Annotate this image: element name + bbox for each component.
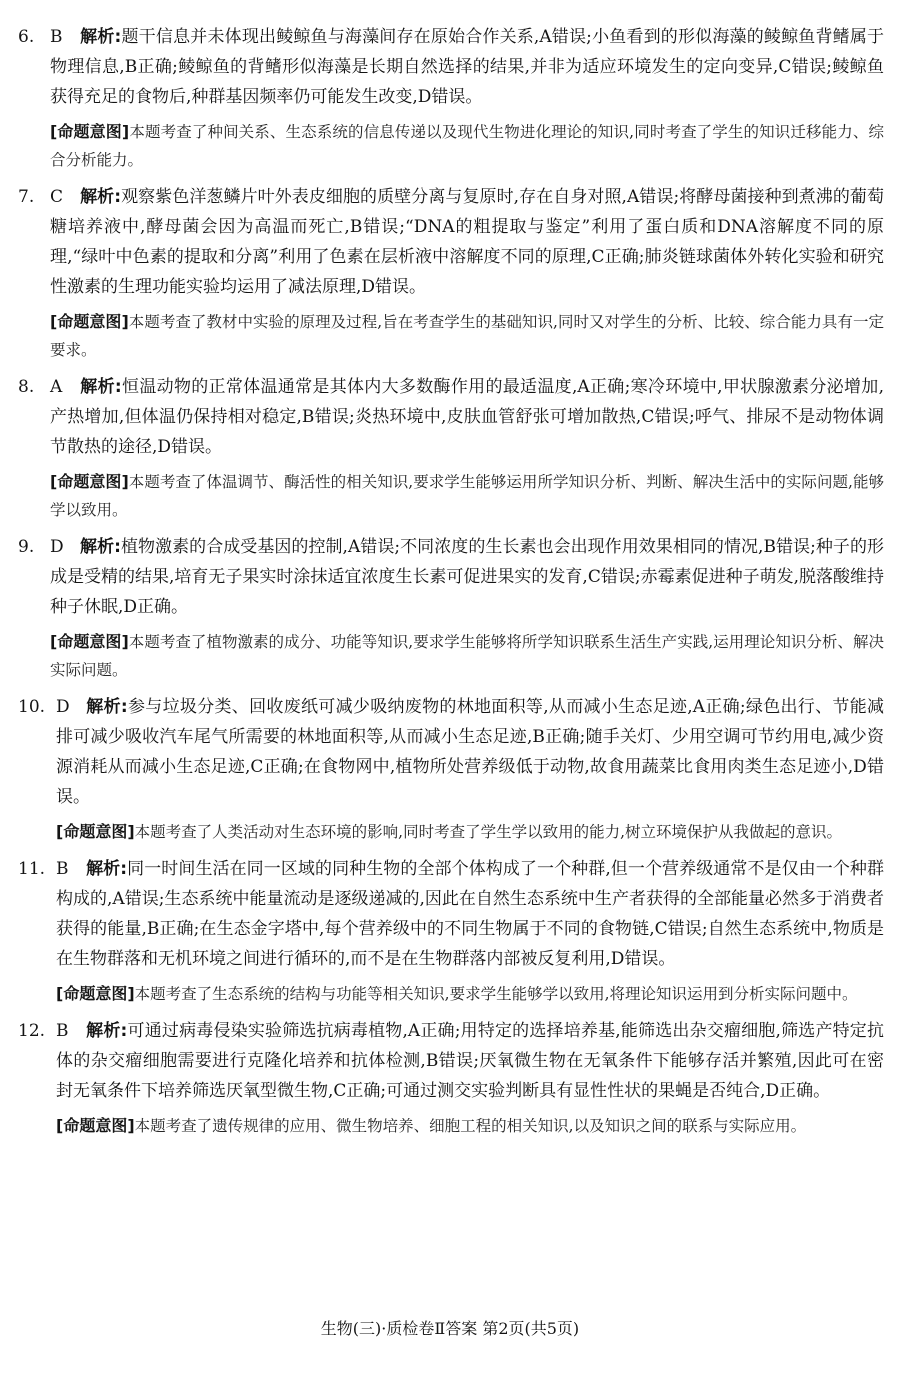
answer-item-6	[18, 22, 884, 174]
intent-label: [命题意图]	[56, 822, 135, 841]
intent-label: [命题意图]	[50, 472, 129, 491]
question-number: 9.	[18, 537, 35, 557]
intent-label: [命题意图]	[50, 122, 130, 141]
analysis-text: 植物激素的合成受基因的控制,A错误;不同浓度的生长素也会出现作用效果相同的情况,B错误;种子的形成是受精的结果,培育无子果实时涂抹适宜浓度生长素可促进果实的发育,C错误;赤霉素促进种子萌发,脱落酸维持种子休眠,D正确。	[50, 537, 884, 617]
answer-letter: A	[50, 377, 63, 397]
answer-item-8	[18, 372, 884, 524]
analysis-text: 观察紫色洋葱鳞片叶外表皮细胞的质壁分离与复原时,存在自身对照,A错误;将酵母菌接种到煮沸的葡萄糖培养液中,酵母菌会因为高温而死亡,B错误;“DNA的粗提取与鉴定”利用了蛋白质和DNA溶解度不同的原理,“绿叶中色素的提取和分离”利用了色素在层析液中溶解度不同的原理,C正确;肺炎链球菌体外转化实验和研究性激素的生理功能实验均运用了减法原理,D错误。	[50, 187, 884, 297]
question-number: 12.	[18, 1021, 46, 1041]
intent-text: 本题考查了植物激素的成分、功能等知识,要求学生能够将所学知识联系生活生产实践,运用理论知识分析、解决实际问题。	[50, 633, 884, 679]
question-number: 7.	[18, 187, 35, 207]
intent-text: 本题考查了教材中实验的原理及过程,旨在考查学生的基础知识,同时又对学生的分析、比较、综合能力具有一定要求。	[50, 313, 884, 359]
intent-label: [命题意图]	[56, 984, 135, 1003]
intent-paragraph	[18, 468, 884, 524]
answer-letter: D	[50, 537, 64, 557]
intent-paragraph	[18, 308, 884, 364]
intent-label: [命题意图]	[50, 632, 129, 651]
answer-item-10	[18, 692, 884, 846]
answer-paragraph	[18, 532, 884, 622]
answer-letter: B	[56, 1021, 69, 1041]
intent-text: 本题考查了种间关系、生态系统的信息传递以及现代生物进化理论的知识,同时考查了学生的知识迁移能力、综合分析能力。	[50, 123, 884, 169]
analysis-label: 解析:	[86, 697, 128, 717]
intent-label: [命题意图]	[56, 1116, 135, 1135]
analysis-label: 解析:	[80, 27, 122, 47]
answer-item-7	[18, 182, 884, 364]
question-number: 10.	[18, 697, 46, 717]
question-number: 8.	[18, 377, 35, 397]
analysis-label: 解析:	[86, 1021, 128, 1041]
analysis-label: 解析:	[80, 537, 121, 557]
answer-paragraph	[18, 182, 884, 302]
intent-text: 本题考查了生态系统的结构与功能等相关知识,要求学生能够学以致用,将理论知识运用到分析实际问题中。	[134, 985, 858, 1003]
question-number: 11.	[18, 859, 46, 879]
answer-letter: D	[56, 697, 70, 717]
page-footer: 生物(三)·质检卷Ⅱ答案 第2页(共5页)	[320, 1319, 580, 1338]
analysis-label: 解析:	[86, 859, 128, 879]
intent-text: 本题考查了人类活动对生态环境的影响,同时考查了学生学以致用的能力,树立环境保护从我做起的意识。	[134, 823, 842, 841]
analysis-label: 解析:	[80, 187, 122, 207]
intent-paragraph	[18, 980, 884, 1008]
intent-paragraph	[18, 628, 884, 684]
answer-item-11	[18, 854, 884, 1008]
intent-paragraph	[18, 1112, 884, 1140]
answer-paragraph	[18, 1016, 884, 1106]
intent-text: 本题考查了体温调节、酶活性的相关知识,要求学生能够运用所学知识分析、判断、解决生活中的实际问题,能够学以致用。	[50, 473, 884, 519]
intent-paragraph	[18, 818, 884, 846]
answer-letter: B	[50, 27, 63, 47]
answer-paragraph	[18, 692, 884, 812]
analysis-text: 可通过病毒侵染实验筛选抗病毒植物,A正确;用特定的选择培养基,能筛选出杂交瘤细胞,筛选产特定抗体的杂交瘤细胞需要进行克隆化培养和抗体检测,B错误;厌氧微生物在无氧条件下能够存活并繁殖,因此可在密封无氧条件下培养筛选厌氧型微生物,C正确;可通过测交实验判断具有显性性状的果蝇是否纯合,D正确。	[56, 1021, 884, 1101]
intent-label: [命题意图]	[50, 312, 129, 331]
answer-paragraph	[18, 372, 884, 462]
answer-item-12	[18, 1016, 884, 1140]
question-number: 6.	[18, 27, 35, 47]
analysis-text: 题干信息并未体现出鲮鲸鱼与海藻间存在原始合作关系,A错误;小鱼看到的形似海藻的鲮鲸鱼背鳍属于物理信息,B正确;鲮鲸鱼的背鳍形似海藻是长期自然选择的结果,并非为适应环境发生的定向变异,C错误;鲮鲸鱼获得充足的食物后,种群基因频率仍可能发生改变,D错误。	[50, 27, 884, 107]
analysis-label: 解析:	[80, 377, 122, 397]
analysis-text: 同一时间生活在同一区域的同种生物的全部个体构成了一个种群,但一个营养级通常不是仅由一个种群构成的,A错误;生态系统中能量流动是逐级递减的,因此在自然生态系统中生产者获得的全部能量必然多于消费者获得的能量,B正确;在生态金字塔中,每个营养级中的不同生物属于不同的食物链,C错误;自然生态系统中,物质是在生物群落和无机环境之间进行循环的,而不是在生物群落内部被反复利用,D错误。	[56, 859, 884, 969]
answer-item-9	[18, 532, 884, 684]
intent-paragraph	[18, 118, 884, 174]
analysis-text: 参与垃圾分类、回收废纸可减少吸纳废物的林地面积等,从而减小生态足迹,A正确;绿色出行、节能减排可减少吸收汽车尾气所需要的林地面积等,从而减小生态足迹,B正确;随手关灯、少用空调可节约用电,减少资源消耗从而减小生态足迹,C正确;在食物网中,植物所处营养级低于动物,故食用蔬菜比食用肉类生态足迹小,D错误。	[56, 697, 884, 807]
answer-paragraph	[18, 854, 884, 974]
analysis-text: 恒温动物的正常体温通常是其体内大多数酶作用的最适温度,A正确;寒冷环境中,甲状腺激素分泌增加,产热增加,但体温仍保持相对稳定,B错误;炎热环境中,皮肤血管舒张可增加散热,C错误;呼气、排尿不是动物体调节散热的途径,D错误。	[50, 377, 884, 457]
answer-letter: B	[56, 859, 69, 879]
intent-text: 本题考查了遗传规律的应用、微生物培养、细胞工程的相关知识,以及知识之间的联系与实际应用。	[134, 1117, 807, 1135]
answer-paragraph	[18, 22, 884, 112]
answer-letter: C	[50, 187, 64, 207]
